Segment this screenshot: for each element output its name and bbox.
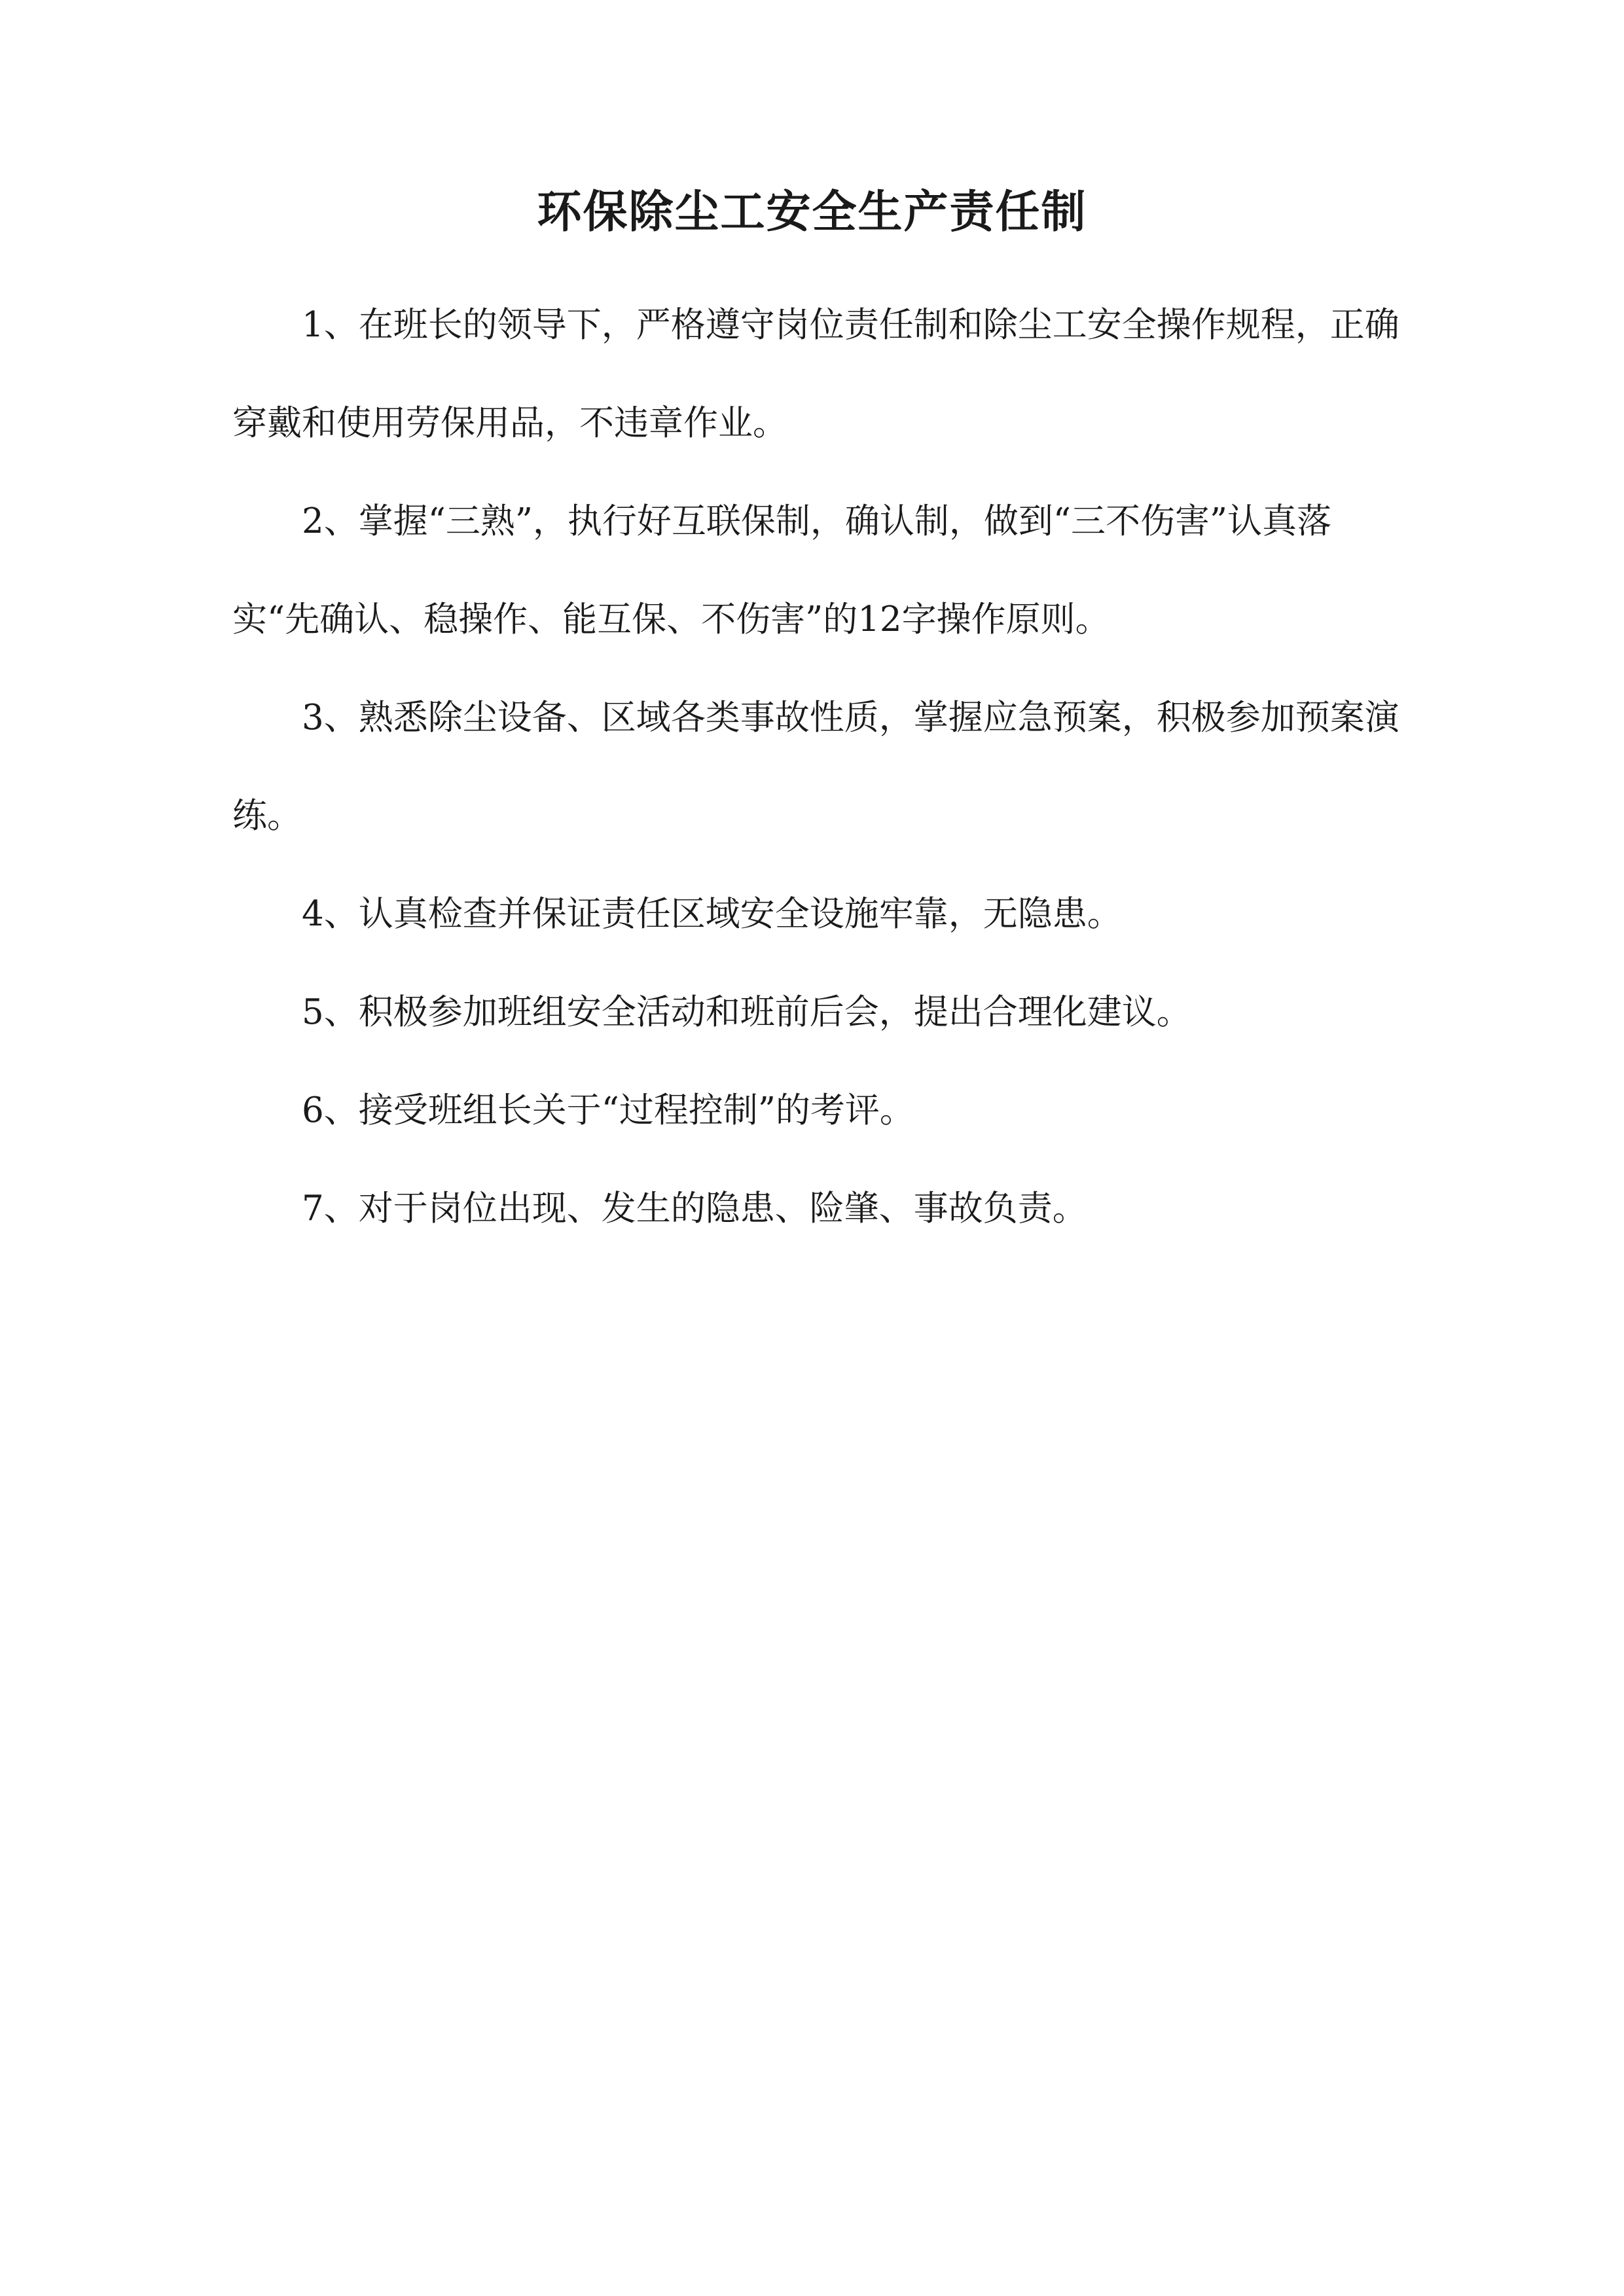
document-body	[232, 276, 1411, 1258]
clause-3: 3、熟悉除尘设备、区域各类事故性质，掌握应急预案，积极参加预案演练。	[232, 698, 1399, 836]
clause-1: 1、在班长的领导下，严格遵守岗位责任制和除尘工安全操作规程，正确 穿戴和使用劳保用品，不违章作业。	[232, 305, 1399, 443]
clause-2: 2、掌握“三熟”，执行好互联保制，确认制，做到“三不伤害”认真落 实“先确认、稳操作、能互保、不伤害”的12字操作原则。	[232, 501, 1332, 639]
clause-5: 5、积极参加班组安全活动和班前后会，提出合理化建议。	[302, 992, 1191, 1032]
document-title: 环保除尘工安全生产责任制	[537, 185, 1087, 238]
clause-6: 6、接受班组长关于“过程控制”的考评。	[302, 1090, 914, 1130]
clause-4: 4、认真检查并保证责任区域安全设施牢靠，无隐患。	[302, 894, 1122, 934]
clause-7: 7、对于岗位出现、发生的隐患、险肇、事故负责。	[302, 1189, 1087, 1229]
